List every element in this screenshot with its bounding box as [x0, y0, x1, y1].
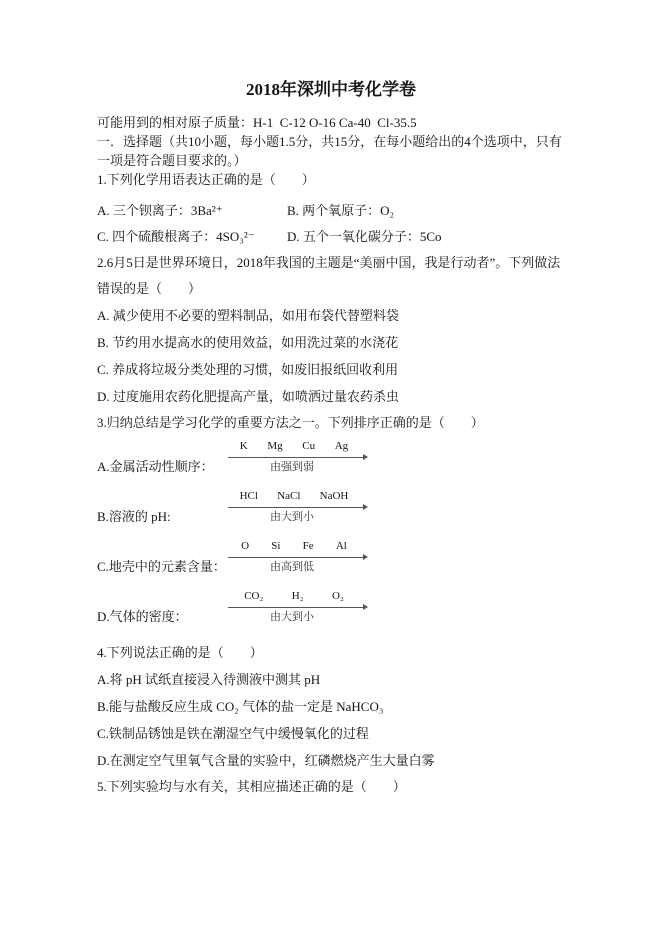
diagram-caption: 由强到弱 [270, 461, 314, 473]
diagram-item: Fe [302, 540, 314, 552]
q2-option-d: D. 过度施用农药化肥提高产量，如喷洒过量农药杀虫 [97, 389, 399, 404]
page-title: 2018年深圳中考化学卷 [246, 80, 416, 99]
q2-stem: 2.6月5日是世界环境日，2018年我国的主题是“美丽中国，我是行动者”。下列做法错误的是（ ） [97, 255, 561, 296]
diagram-caption: 由高到低 [270, 561, 314, 573]
diagram-item: Al [335, 540, 347, 552]
arrow-head-icon [363, 604, 368, 610]
diagram-caption: 由大到小 [270, 511, 314, 523]
q4-option-c: C.铁制品锈蚀是铁在潮湿空气中缓慢氧化的过程 [97, 726, 369, 741]
diagram-item: NaCl [277, 490, 301, 502]
q1-option-b: B. 两个氧原子：O₂ [287, 203, 395, 218]
q1-option-c: C. 四个硫酸根离子：4SO₃²⁻ [97, 229, 255, 244]
q3-diagram-b [97, 490, 565, 525]
q4-option-d: D.在测定空气里氧气含量的实验中，红磷燃烧产生大量白雾 [97, 753, 435, 768]
diagram-item: NaOH [319, 490, 349, 502]
q2-option-c: C. 养成将垃圾分类处理的习惯，如废旧报纸回收利用 [97, 362, 399, 377]
diagram-item: Mg [267, 440, 283, 452]
q4-option-a: A.将 pH 试纸直接浸入待测液中测其 pH [97, 672, 321, 687]
q4-option-b: B.能与盐酸反应生成 CO₂ 气体的盐一定是 NaHCO₃ [97, 699, 384, 714]
q1-stem: 1.下列化学用语表达正确的是（ ） [97, 172, 315, 187]
diagram-item: Cu [302, 440, 316, 452]
q3-diagram-c [97, 540, 565, 575]
arrow-head-icon [363, 454, 368, 460]
arrow-shaft [228, 607, 363, 608]
q1-options [97, 198, 565, 250]
q4-stem: 4.下列说法正确的是（ ） [97, 645, 263, 660]
diagram-items [228, 490, 368, 504]
q5-stem: 5.下列实验均与水有关，其相应描述正确的是（ ） [97, 779, 406, 794]
diagram-items [228, 590, 368, 604]
diagram-item: CO₂ [244, 590, 264, 602]
q3-diagram-d [97, 590, 565, 625]
arrow-head-icon [363, 554, 368, 560]
q2-option-a: A. 减少使用不必要的塑料制品，如用布袋代替塑料袋 [97, 308, 399, 323]
q3-diagram-c-label: C.地壳中的元素含量： [97, 559, 226, 574]
arrow-diagram-crust-elements [228, 540, 368, 575]
arrow-diagram-solution-ph [228, 490, 368, 525]
diagram-item: H₂ [291, 590, 304, 602]
diagram-caption: 由大到小 [270, 611, 314, 623]
arrow-diagram-gas-density [228, 590, 368, 625]
q1-option-d: D. 五个一氧化碳分子：5Co [287, 229, 442, 244]
diagram-item: O₂ [332, 590, 344, 602]
diagram-item: K [239, 440, 248, 452]
diagram-item: Ag [334, 440, 349, 452]
arrow-diagram-metal-activity [228, 440, 368, 475]
arrow-shaft [228, 507, 363, 508]
section-header: 一．选择题（共10小题，每小题1.5分，共15分，在每小题给出的4个选项中，只有一项是符合题目要求的。） [97, 134, 562, 168]
q2-option-b: B. 节约用水提高水的使用效益，如用洗过菜的水浇花 [97, 335, 399, 350]
diagram-items [228, 440, 368, 454]
arrow-shaft [228, 557, 363, 558]
q3-diagram-d-label: D.气体的密度： [97, 609, 188, 624]
arrow-shaft [228, 457, 363, 458]
diagram-item: Si [271, 540, 281, 552]
q1-option-a: A. 三个钡离子：3Ba²⁺ [97, 203, 223, 218]
diagram-items [228, 540, 368, 554]
atomic-mass-line: 可能用到的相对原子质量：H-1 C-12 O-16 Ca-40 Cl-35.5 [97, 115, 417, 130]
arrow-head-icon [363, 504, 368, 510]
diagram-item: HCl [239, 490, 258, 502]
diagram-item: O [241, 540, 250, 552]
q3-diagram-a [97, 440, 565, 475]
q3-diagram-a-label: A.金属活动性顺序： [97, 459, 214, 474]
q3-diagram-b-label: B.溶液的 pH: [97, 509, 171, 524]
q3-stem: 3.归纳总结是学习化学的重要方法之一。下列排序正确的是（ ） [97, 415, 484, 430]
